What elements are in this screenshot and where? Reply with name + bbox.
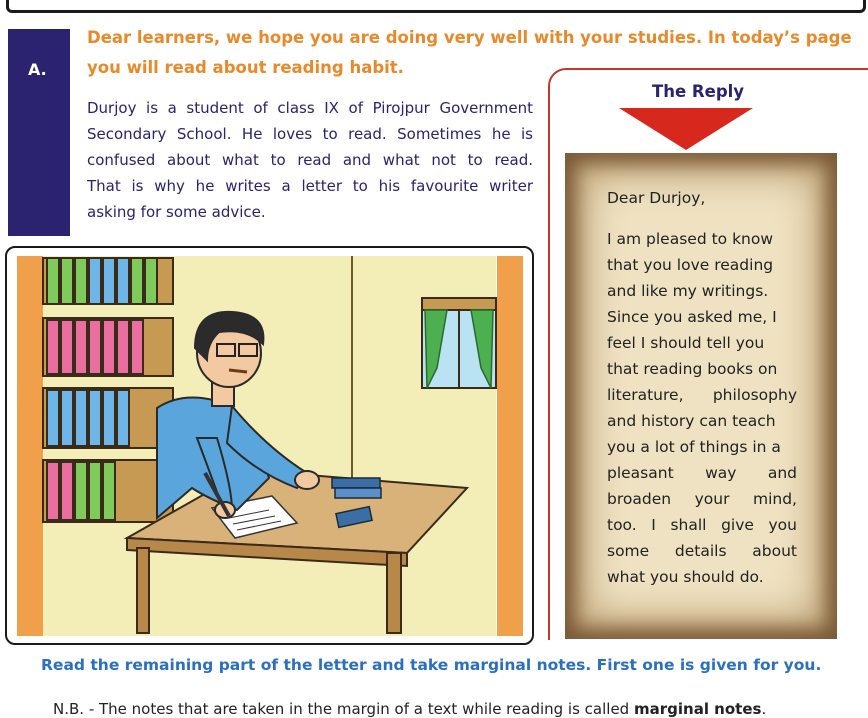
intro-line-2: you will read about reading habit. [87, 58, 404, 77]
letter-line: too. I shall give you [607, 516, 797, 534]
letter-line: and history can teach [607, 412, 776, 430]
letter-line: Since you asked me, I [607, 308, 777, 326]
letter-line: some details about [607, 542, 797, 560]
reply-letter [607, 185, 797, 590]
story-line: asking for some advice. [87, 203, 266, 221]
letter-line: pleasant way and [607, 464, 797, 482]
nb-note [53, 700, 766, 718]
page-frame-top [6, 0, 866, 13]
note-prefix: N.B. - The notes that are taken in the margin of a text while reading is called [53, 700, 634, 718]
intro-line-1: Dear learners, we hope you are doing very well with your studies. In today’s page [87, 28, 852, 47]
reply-title: The Reply [652, 82, 745, 101]
letter-line: and like my writings. [607, 282, 769, 300]
story-paragraph [87, 95, 533, 225]
note-suffix: . [761, 700, 767, 718]
story-line: Durjoy is a student of class IX of Pirojpur Government [87, 99, 533, 117]
letter-line: broaden your mind, [607, 490, 797, 508]
story-line: Secondary School. He loves to read. Sometimes he is [87, 125, 533, 143]
letter-line: that you love reading [607, 256, 774, 274]
bookshelf [43, 258, 173, 522]
letter-line: literature, philosophy [607, 386, 797, 404]
instruction-text: Read the remaining part of the letter and take marginal notes. First one is given for you. [41, 656, 822, 674]
illustration-student-writing [5, 246, 534, 645]
letter-line: what you should do. [607, 568, 764, 586]
story-line: That is why he writes a letter to his favourite writer [87, 177, 533, 195]
letter-line: feel I should tell you [607, 334, 765, 352]
window [422, 298, 496, 388]
down-arrow-icon [619, 108, 753, 150]
letter-line: I am pleased to know [607, 230, 774, 248]
letter-line: that reading books on [607, 360, 778, 378]
section-label: A. [28, 60, 47, 79]
letter-greeting: Dear Durjoy, [607, 189, 706, 207]
story-line: confused about what to read and what not to read. [87, 151, 533, 169]
note-term: marginal notes [633, 700, 762, 718]
letter-line: you a lot of things in a [607, 438, 781, 456]
